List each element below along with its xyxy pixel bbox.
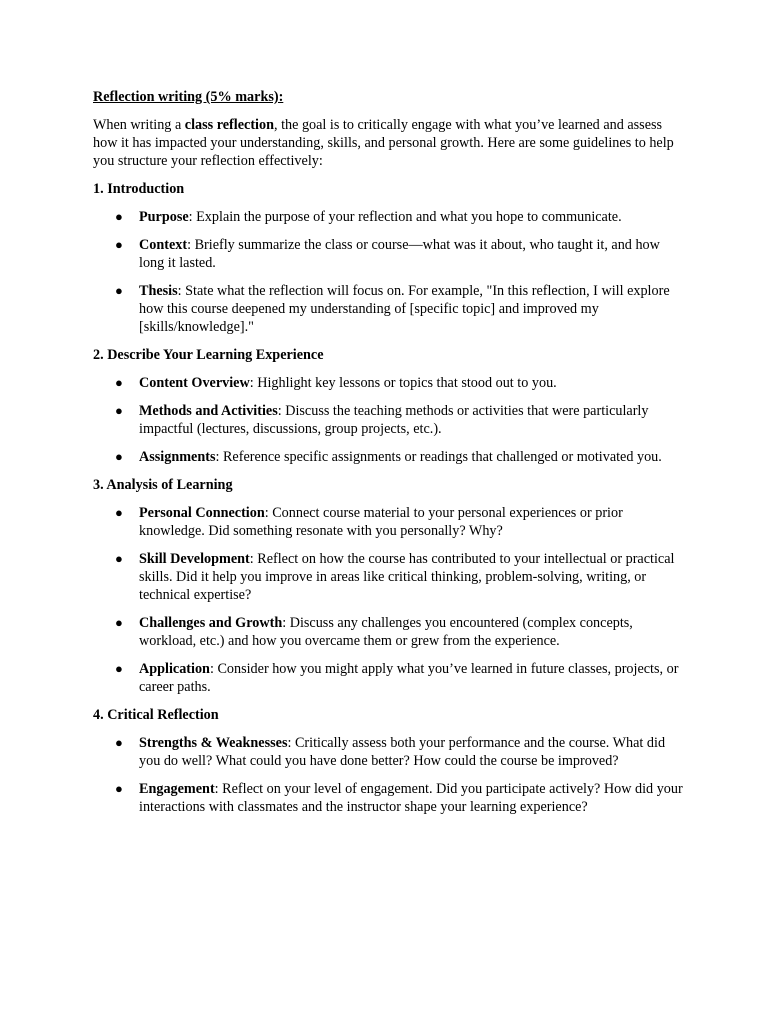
- list-item: [93, 374, 683, 392]
- item-text: : Connect course material to your personal experiences or prior knowledge. Did something resonate with you personally? Why?: [139, 505, 623, 539]
- intro-text-before: When writing a: [93, 117, 185, 133]
- item-term: Engagement: [139, 781, 215, 797]
- bullet-icon: ●: [115, 505, 123, 520]
- bullet-icon: ●: [115, 237, 123, 252]
- bullet-icon: ●: [115, 551, 123, 566]
- item-text: : Reference specific assignments or readings that challenged or motivated you.: [215, 449, 662, 465]
- intro-text-after: , the goal is to critically engage with what you’ve learned and assess how it has impacted your understanding, skills, and personal growth. Here are some guidelines to help you structure your reflection effectively:: [93, 117, 674, 169]
- item-term: Skill Development: [139, 551, 250, 567]
- list-item: [93, 402, 683, 438]
- bullet-icon: ●: [115, 735, 123, 750]
- intro-bold-term: class reflection: [184, 117, 274, 133]
- bullet-icon: ●: [115, 375, 123, 390]
- item-term: Personal Connection: [139, 505, 265, 521]
- item-term: Context: [139, 237, 188, 253]
- bullet-icon: ●: [115, 283, 123, 298]
- item-term: Challenges and Growth: [139, 615, 283, 631]
- list-item: [93, 780, 683, 816]
- item-term: Purpose: [139, 209, 189, 225]
- bullet-icon: ●: [115, 209, 123, 224]
- list-item: [93, 504, 683, 540]
- list-item: [93, 448, 683, 466]
- bullet-icon: ●: [115, 661, 123, 676]
- item-text: : Reflect on how the course has contributed to your intellectual or practical skills. Did it help you improve in areas like critical thinking, problem-solving, writing, or technical expertise?: [139, 551, 675, 603]
- item-text: : Discuss the teaching methods or activities that were particularly impactful (lectures, discussions, group projects, etc.).: [139, 403, 649, 437]
- bullet-icon: ●: [115, 403, 123, 418]
- list-item: [93, 734, 683, 770]
- document-page: [93, 88, 683, 826]
- item-term: Assignments: [139, 449, 216, 465]
- item-text: : Explain the purpose of your reflection and what you hope to communicate.: [188, 209, 622, 225]
- bullet-icon: ●: [115, 781, 123, 796]
- intro-paragraph: [93, 116, 683, 170]
- bullet-icon: ●: [115, 449, 123, 464]
- section-list-analysis: [93, 504, 683, 696]
- item-text: : Consider how you might apply what you’ve learned in future classes, projects, or career paths.: [139, 661, 679, 695]
- item-text: : Briefly summarize the class or course—what was it about, who taught it, and how long it lasted.: [139, 237, 660, 271]
- item-term: Thesis: [139, 283, 178, 299]
- item-text: : Reflect on your level of engagement. Did you participate actively? How did your interactions with classmates and the instructor shape your learning experience?: [139, 781, 683, 815]
- list-item: [93, 282, 683, 336]
- item-term: Application: [139, 661, 210, 677]
- section-list-learning-experience: [93, 374, 683, 466]
- bullet-icon: ●: [115, 615, 123, 630]
- item-term: Content Overview: [139, 375, 250, 391]
- document-title: Reflection writing (5% marks):: [93, 89, 284, 105]
- section-heading-introduction: 1. Introduction: [93, 181, 185, 197]
- section-heading-critical-reflection: 4. Critical Reflection: [93, 707, 219, 723]
- section-heading-analysis: 3. Analysis of Learning: [93, 477, 233, 493]
- list-item: [93, 208, 683, 226]
- list-item: [93, 236, 683, 272]
- item-text: : Discuss any challenges you encountered (complex concepts, workload, etc.) and how you overcame them or grew from the experience.: [139, 615, 633, 649]
- item-term: Strengths & Weaknesses: [139, 735, 288, 751]
- list-item: [93, 550, 683, 604]
- item-text: : Critically assess both your performance and the course. What did you do well? What could you have done better? How could the course be improved?: [139, 735, 666, 769]
- item-text: : State what the reflection will focus on. For example, "In this reflection, I will explore how this course deepened my understanding of [specific topic] and improved my [skills/knowledge].": [139, 283, 670, 335]
- list-item: [93, 660, 683, 696]
- list-item: [93, 614, 683, 650]
- section-heading-learning-experience: 2. Describe Your Learning Experience: [93, 347, 324, 363]
- item-term: Methods and Activities: [139, 403, 278, 419]
- section-list-critical-reflection: [93, 734, 683, 816]
- section-list-introduction: [93, 208, 683, 336]
- item-text: : Highlight key lessons or topics that stood out to you.: [249, 375, 557, 391]
